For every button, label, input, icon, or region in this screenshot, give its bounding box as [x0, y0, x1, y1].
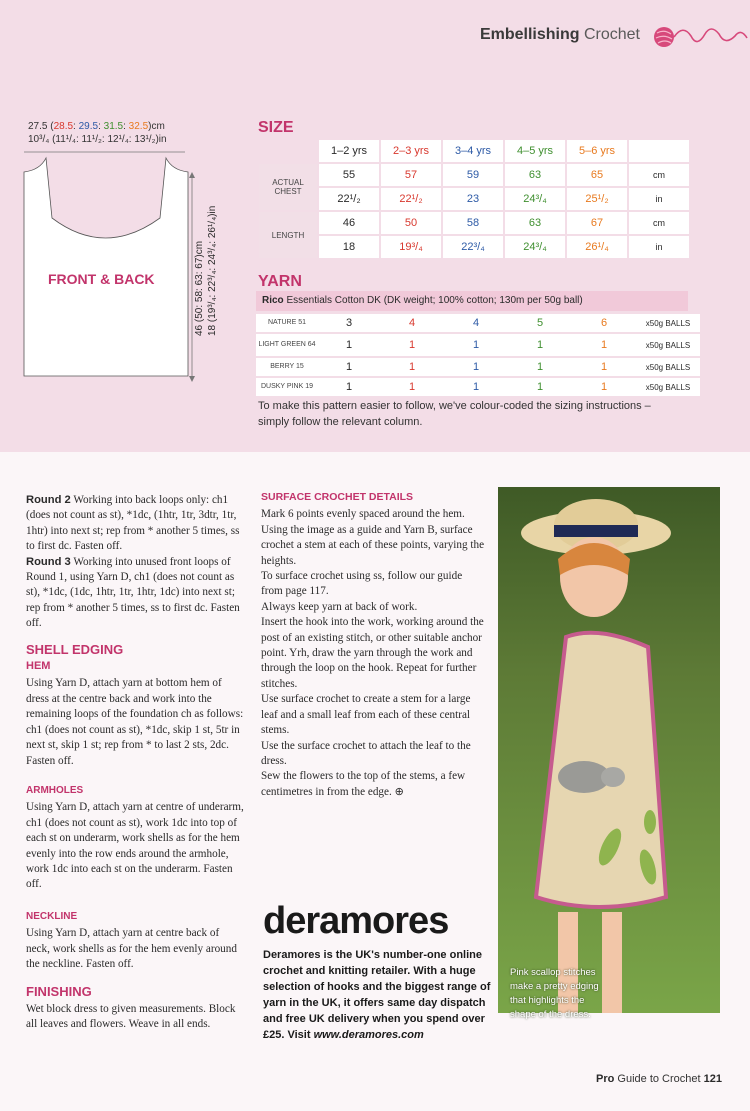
cell: 24³/₄ — [505, 236, 565, 258]
paragraph: Mark 6 points evenly spaced around the hem. — [261, 508, 465, 521]
yarn-color: DUSKY PINK 19 — [256, 378, 318, 396]
finishing-heading: FINISHING — [26, 984, 92, 1000]
paragraph: Sew the flowers to the top of the stems, a few centimetres in from the edge. ⊕ — [261, 770, 466, 798]
cell: 1 — [508, 358, 572, 376]
cell: 1 — [572, 334, 636, 356]
cell: 1 — [444, 358, 508, 376]
page-number: 121 — [703, 1073, 722, 1085]
shell-edging-heading: SHELL EDGING — [26, 641, 124, 657]
cell: 1 — [380, 334, 444, 356]
row-label: ACTUAL CHEST — [259, 164, 317, 210]
unit: in — [629, 188, 689, 210]
yarn-table — [256, 312, 700, 398]
deramores-link[interactable]: www.deramores.com — [313, 1029, 424, 1041]
cell: 22³/₄ — [443, 236, 503, 258]
deramores-ad-text — [263, 947, 491, 1043]
round-2-label: Round 2 — [26, 494, 71, 506]
size-unit-col — [629, 140, 689, 162]
round-3-text: Working into unused front loops of Round 1, using Yarn D, ch1 (does not count as st), *1dc, (1dc, 1htr, 1tr, 1htr, 1dc) into next st; rep from * another 5 times, ss to first dc. Fasten off. — [26, 555, 240, 630]
yarn-brand: Rico — [262, 295, 284, 306]
cell: 1 — [508, 378, 572, 396]
size-col: 3–4 yrs — [443, 140, 503, 162]
yarn-spec: Essentials Cotton DK (DK weight; 100% cotton; 130m per 50g ball) — [283, 295, 583, 306]
colour-code-note: To make this pattern easier to follow, we've colour-coded the sizing instructions – simply follow the relevant column. — [258, 400, 651, 428]
cell: 63 — [505, 164, 565, 186]
cell: 1 — [508, 334, 572, 356]
table-row — [256, 314, 700, 332]
cell: 19³/₄ — [381, 236, 441, 258]
armholes-text: Using Yarn D, attach yarn at centre of underarm, ch1 (does not count as st), work 1dc into top of each st on underarm, work shells as for the hem evenly into the row ends around the armhole, work 1dc into each st on the underarm. Fasten off. — [26, 801, 244, 891]
size-header-row — [259, 140, 689, 162]
cell: 65 — [567, 164, 627, 186]
ad-body: Deramores is the UK's number-one online crochet and knitting retailer. With a huge selection of hooks and the biggest range of yarn in the UK, it offers same day dispatch and free UK delivery when you spend over £25. Visit — [263, 949, 491, 1041]
deramores-logo: deramores — [263, 900, 449, 942]
photo-caption: Pink scallop stitches make a pretty edging that highlights the shape of the dress. — [510, 967, 599, 1020]
width-cm-2: 29.5 — [78, 121, 99, 132]
size-corner — [259, 140, 317, 162]
size-col: 2–3 yrs — [381, 140, 441, 162]
diagram-label: FRONT & BACK — [48, 271, 155, 287]
surface-crochet-heading: SURFACE CROCHET DETAILS — [261, 491, 414, 503]
cell: 5 — [508, 314, 572, 332]
yarn-spec-bar — [256, 291, 688, 311]
paragraph: To surface crochet using ss, follow our guide from page 117. — [261, 570, 463, 598]
paragraph: Use surface crochet to create a stem for a large leaf and a small leaf from each of these central stems. — [261, 693, 471, 737]
cell: 46 — [319, 212, 379, 234]
hem-text: Using Yarn D, attach yarn at bottom hem of dress at the centre back and work into the remaining loops of the foundation ch as follows: ch1 (does not count as st), *1dc, skip 1 st, 5tr in next st, skip 1 st; rep from * to last 2 sts, 2dc. Fasten off. — [26, 677, 244, 767]
unit: x50g BALLS — [636, 334, 700, 356]
width-cm: 27.5 (28.5: 29.5: 31.5: 32.5)cm — [28, 121, 165, 132]
hem-heading: HEM — [26, 660, 51, 673]
table-row — [256, 378, 700, 396]
size-col: 1–2 yrs — [319, 140, 379, 162]
section-header — [480, 26, 640, 44]
row-label: LENGTH — [259, 212, 317, 258]
paragraph: Using the image as a guide and Yarn B, surface crochet a stem at each of these points, varying the heights. — [261, 523, 485, 567]
yarn-color: LIGHT GREEN 64 — [256, 334, 318, 356]
cell: 23 — [443, 188, 503, 210]
cell: 22¹/₂ — [319, 188, 379, 210]
armholes-heading: ARMHOLES — [26, 784, 84, 796]
neckline-text: Using Yarn D, attach yarn at centre back of neck, work shells as for the hem evenly around the neckline. Fasten off. — [26, 927, 237, 970]
cell: 4 — [380, 314, 444, 332]
table-row — [259, 188, 689, 210]
cell: 1 — [444, 378, 508, 396]
cell: 26¹/₄ — [567, 236, 627, 258]
unit: x50g BALLS — [636, 358, 700, 376]
table-row — [259, 236, 689, 258]
cell: 18 — [319, 236, 379, 258]
cell: 22¹/₂ — [381, 188, 441, 210]
cell: 1 — [318, 358, 380, 376]
length-cm: 46 (50: 58: 63: 67)cm — [194, 240, 205, 336]
size-table — [257, 138, 691, 260]
width-cm-1: 28.5 — [53, 121, 74, 132]
cell: 6 — [572, 314, 636, 332]
page-footer — [596, 1073, 722, 1085]
footer-brand: Pro — [596, 1073, 615, 1085]
cell: 57 — [381, 164, 441, 186]
cell: 55 — [319, 164, 379, 186]
paragraph: Use the surface crochet to attach the leaf to the dress. — [261, 739, 471, 767]
round-3-label: Round 3 — [26, 555, 71, 568]
length-in: 18 (19³/₄: 22³/₄: 24³/₄: 26¹/₄)in — [207, 205, 218, 336]
round-2-text: Working into back loops only: ch1 (does not count as st), *1dc, (1htr, 1tr, 3dtr, 1tr, 1htr) into next st; rep from * another 5 times, ss to first dc. Fasten off. — [26, 494, 240, 553]
footer-title: Guide to Crochet — [614, 1073, 704, 1085]
unit: x50g BALLS — [636, 314, 700, 332]
child-in-crochet-dress-photo — [498, 487, 720, 1013]
unit: x50g BALLS — [636, 378, 700, 396]
table-row — [256, 358, 700, 376]
cell: 67 — [567, 212, 627, 234]
paragraph: Always keep yarn at back of work. — [261, 600, 418, 613]
cell: 25¹/₂ — [567, 188, 627, 210]
cell: 58 — [443, 212, 503, 234]
cell: 1 — [318, 334, 380, 356]
size-col: 4–5 yrs — [505, 140, 565, 162]
yarn-color: NATURE 51 — [256, 314, 318, 332]
table-row — [259, 212, 689, 234]
header-brand-bold: Embellishing — [479, 26, 580, 43]
instructions-column-left — [26, 493, 244, 1033]
cell: 1 — [318, 378, 380, 396]
size-col: 5–6 yrs — [567, 140, 627, 162]
instructions-column-middle — [261, 490, 485, 800]
width-cm-end: )cm — [148, 121, 165, 132]
size-title: SIZE — [258, 119, 294, 136]
cell: 59 — [443, 164, 503, 186]
cell: 1 — [572, 378, 636, 396]
unit: in — [629, 236, 689, 258]
width-in: 10³/₄ (11¹/₄: 11¹/₂: 12¹/₄: 13¹/₂)in — [28, 134, 167, 145]
unit: cm — [629, 164, 689, 186]
cell: 24³/₄ — [505, 188, 565, 210]
cell: 1 — [380, 358, 444, 376]
header-brand-rest: Crochet — [579, 26, 640, 43]
cell: 3 — [318, 314, 380, 332]
unit: cm — [629, 212, 689, 234]
cell: 50 — [381, 212, 441, 234]
finishing-text: Wet block dress to given measurements. Block all leaves and flowers. Weave in all ends. — [26, 1002, 236, 1031]
paragraph: Insert the hook into the work, working around the post of an existing stitch, or other suitable anchor point. Yrh, draw the yarn through the work and through the loop on the hook. Repeat for further stitches. — [261, 616, 484, 690]
cell: 63 — [505, 212, 565, 234]
cell: 1 — [380, 378, 444, 396]
width-cm-3: 31.5 — [103, 121, 124, 132]
table-row — [259, 164, 689, 186]
width-cm-base: 27.5 ( — [28, 121, 54, 132]
round-3 — [26, 555, 244, 632]
table-row — [256, 334, 700, 356]
width-cm-4: 32.5 — [128, 121, 149, 132]
cell: 1 — [572, 358, 636, 376]
cell: 1 — [444, 334, 508, 356]
yarn-title: YARN — [258, 273, 302, 290]
yarn-ball-icon — [651, 22, 750, 52]
neckline-heading: NECKLINE — [26, 910, 78, 922]
round-2 — [26, 493, 244, 555]
cell: 4 — [444, 314, 508, 332]
yarn-color: BERRY 15 — [256, 358, 318, 376]
length-measurement — [193, 206, 219, 336]
